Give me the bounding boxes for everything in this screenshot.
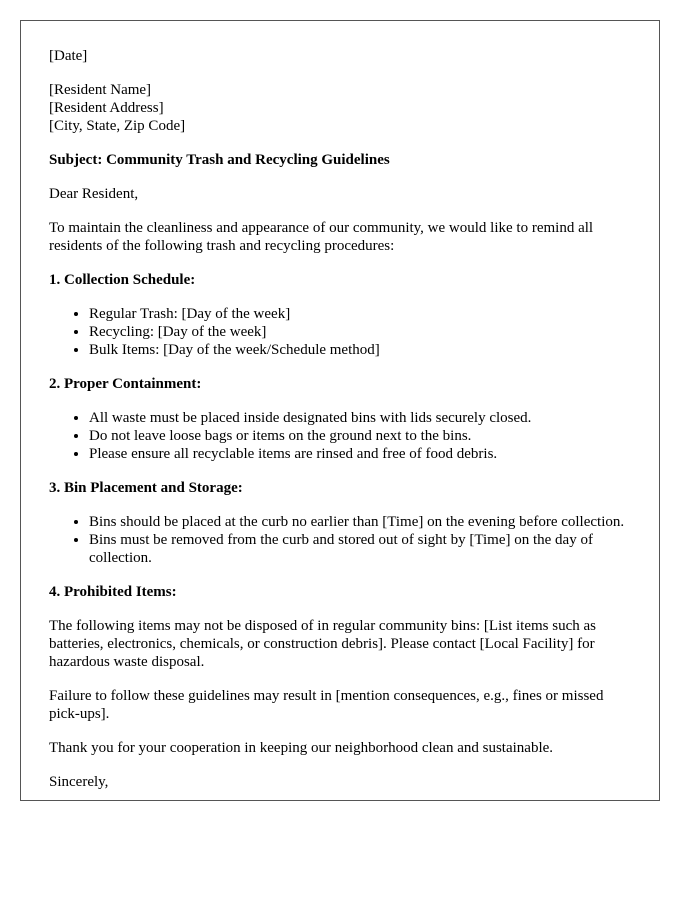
intro-paragraph: To maintain the cleanliness and appearance of our community, we would like to remind all residents of the following trash and recycling procedures: bbox=[49, 220, 594, 254]
recipient-city-state-zip: [City, State, Zip Code] bbox=[49, 118, 186, 134]
closing: Sincerely, bbox=[49, 774, 109, 790]
collection-schedule-list bbox=[49, 305, 631, 359]
section-heading-collection-schedule: 1. Collection Schedule: bbox=[49, 272, 196, 288]
letter-page bbox=[20, 20, 660, 801]
list-item: • Recycling: [Day of the week] bbox=[89, 323, 631, 341]
recipient-block bbox=[49, 81, 631, 135]
list-item: • Please ensure all recyclable items are rinsed and free of food debris. bbox=[89, 445, 631, 463]
list-item: • Do not leave loose bags or items on the ground next to the bins. bbox=[89, 427, 631, 445]
letter-subject: Subject: Community Trash and Recycling Guidelines bbox=[49, 152, 390, 168]
list-item: • Bulk Items: [Day of the week/Schedule method] bbox=[89, 341, 631, 359]
thanks-paragraph: Thank you for your cooperation in keeping our neighborhood clean and sustainable. bbox=[49, 740, 554, 756]
failure-notice-paragraph: Failure to follow these guidelines may result in [mention consequences, e.g., fines or missed pick-ups]. bbox=[49, 688, 604, 722]
recipient-address: [Resident Address] bbox=[49, 100, 164, 116]
letter-content bbox=[21, 21, 659, 791]
salutation: Dear Resident, bbox=[49, 186, 139, 202]
section-heading-prohibited-items: 4. Prohibited Items: bbox=[49, 584, 177, 600]
list-item: • Bins must be removed from the curb and stored out of sight by [Time] on the day of collection. bbox=[89, 531, 631, 567]
section-heading-bin-placement: 3. Bin Placement and Storage: bbox=[49, 480, 243, 496]
proper-containment-list bbox=[49, 409, 631, 463]
section-heading-proper-containment: 2. Proper Containment: bbox=[49, 376, 202, 392]
recipient-name: [Resident Name] bbox=[49, 82, 152, 98]
list-item: • Bins should be placed at the curb no earlier than [Time] on the evening before collection. bbox=[89, 513, 631, 531]
list-item: • All waste must be placed inside designated bins with lids securely closed. bbox=[89, 409, 631, 427]
letter-date: [Date] bbox=[49, 48, 88, 64]
prohibited-items-paragraph: The following items may not be disposed of in regular community bins: [List items such as batteries, electronics, chemicals, or construction debris]. Please contact [Local Facility] for hazardous waste disposal. bbox=[49, 618, 597, 670]
list-item: • Regular Trash: [Day of the week] bbox=[89, 305, 631, 323]
bin-placement-list bbox=[49, 513, 631, 567]
